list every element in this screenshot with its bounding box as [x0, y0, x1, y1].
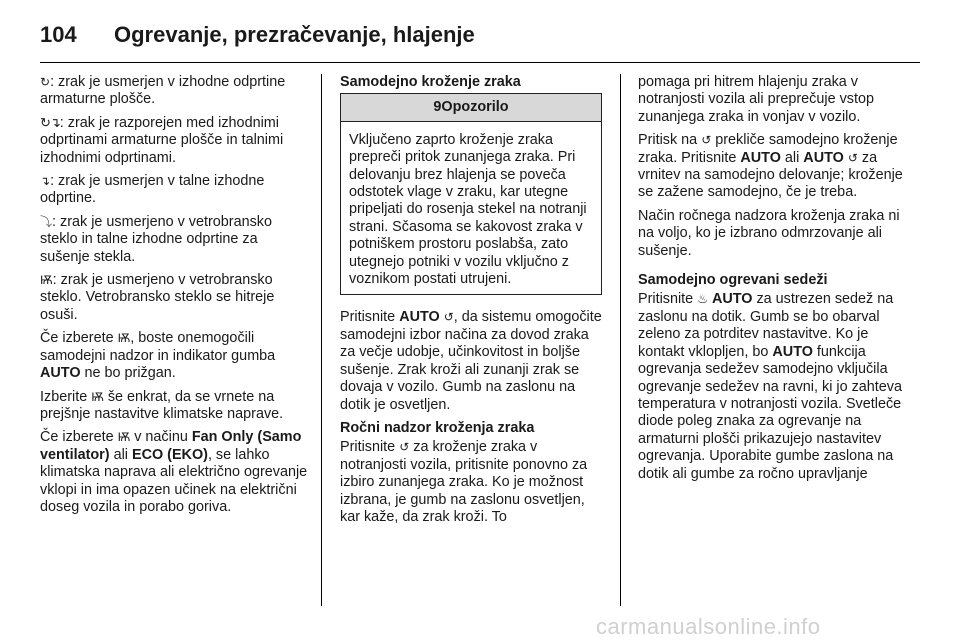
page-title: Ogrevanje, prezračevanje, hlajenje — [114, 22, 475, 47]
paragraph-floor: ↴: zrak je usmerjen v talne izhodne odprtine. — [40, 173, 265, 207]
air-upper-vents-icon: ↻ — [40, 75, 51, 89]
paragraph-defrost-again: Izberite Ѭ še enkrat, da se vrnete na prejšnje nastavitve klimatske naprave. — [40, 388, 284, 422]
warning-box — [340, 93, 602, 295]
defrost-icon: Ѭ — [91, 389, 104, 404]
paragraph-manual-recirc: Pritisnite ↺ za kroženje zraka v notranjosti vozila, pritisnite ponovno za izbiro zunanjega zraka. Ko je možnost izbrana, je gumb na zaslonu osvetljen, kar kaže, da zrak kroži. To — [340, 439, 588, 525]
column-divider-2 — [620, 74, 621, 606]
paragraph-auto-recirc: Pritisnite AUTO ↺, da sistemu omogočite samodejni izbor načina za dovod zraka za večje udobje, učinkovitost in boljše sušenje. Zrak kroži ali zunanji zrak se dovaja v vozilo. Gumb na zaslonu na dotik je osvetljen. — [340, 309, 602, 413]
section-heading-heated-seats: Samodejno ogrevani sedeži — [638, 272, 828, 289]
column-left — [40, 74, 308, 522]
page-number: 104 — [40, 22, 77, 47]
paragraph-recirc-benefit: pomaga pri hitrem hlajenju zraka v notranjosti vozila ali preprečuje vstop zunanjega zraka in vonjav v vozilo. — [638, 74, 874, 125]
paragraph-defrost-mode: Če izberete Ѭ v načinu Fan Only (Samo ventilator) ali ECO (EKO), se lahko klimatska naprava ali električno ogrevanje vklopi in ima opazen učinek na električni doseg vozila in porabo goriva. — [40, 429, 308, 515]
header-divider — [40, 62, 920, 63]
defrost-icon: Ѭ — [40, 273, 53, 288]
paragraph-heated-seats: Pritisnite ♨ AUTO za ustrezen sedež na zaslonu na dotik. Gumb se bo obarval zeleno za potrditev nastavitve. Ko je kontakt vklopljen, bo AUTO funkcija ogrevanja sedežev samodejno vključila ogrevanje sedežev na ravni, ki jo zahteva temperatura v notranjosti vozila. Svetleče diode poleg znaka za ogrevanje na armaturni plošči prikazujejo nastavitev ogrevanja. Uporabite gumbe zaslona na dotik ali gumbe za ročno upravljanje — [638, 291, 902, 482]
column-middle — [340, 74, 602, 532]
warning-text: Vključeno zaprto kroženje zraka prepreči pritok zunanjega zraka. Pri delovanju brez hlajenja se poveča odstotek vlage v zraku, kar utegne pripeljati do rosenja stekel na notranji strani. Sčasoma se kakovost zraka v potniškem prostoru poslabša, zato utegnejo potniki v vozilu vključno z voznikom postati utrujeni. — [349, 131, 587, 288]
recirculation-icon: ↺ — [847, 150, 858, 165]
column-divider-1 — [321, 74, 322, 606]
air-windscreen-floor-icon: ⤵ — [40, 214, 53, 229]
defrost-icon: Ѭ — [117, 331, 131, 346]
paragraph-defrost-select: Če izberete Ѭ, boste onemogočili samodejni nadzor in indikator gumba AUTO ne bo prižgan. — [40, 330, 276, 382]
recirculation-icon: ↺ — [399, 440, 410, 455]
paragraph-defrost: Ѭ: zrak je usmerjeno v vetrobransko steklo. Vetrobransko steklo se hitreje osuši. — [40, 272, 275, 323]
recirculation-icon: ↺ — [701, 133, 712, 148]
column-right — [638, 74, 910, 489]
air-floor-icon: ↴ — [40, 174, 51, 189]
section-heading-auto-recirculation: Samodejno kroženje zraka — [340, 74, 521, 90]
paragraph-upper-vents: ↻: zrak je usmerjen v izhodne odprtine armaturne plošče. — [40, 74, 286, 108]
paragraph-upper-and-floor: ↻↴: zrak je razporejen med izhodnimi odprtinami armaturne plošče in talnimi izhodnimi odprtinami. — [40, 114, 284, 166]
recirculation-icon: ↺ — [443, 310, 454, 325]
air-upper-and-floor-icon: ↻↴ — [40, 114, 60, 130]
seat-heat-icon: ♨ — [697, 292, 708, 307]
defrost-icon: Ѭ — [117, 430, 131, 445]
paragraph-manual-unavailable: Način ročnega nadzora kroženja zraka ni na voljo, ko je izbrano odmrzovanje ali sušenje. — [638, 207, 900, 259]
paragraph-recirc-cancel: Pritisk na ↺ prekliče samodejno kroženje zraka. Pritisnite AUTO ali AUTO ↺ za vrnitev na samodejno delovanje; kroženje se zažene samodejno, če je treba. — [638, 132, 903, 201]
page-header — [40, 22, 920, 52]
paragraph-windscreen-floor: ⤵: zrak je usmerjeno v vetrobransko steklo in talne izhodne odprtine za sušenje stekla. — [40, 213, 272, 265]
section-heading-manual-recirculation: Ročni nadzor kroženja zraka — [340, 419, 535, 436]
warning-title: 9Opozorilo — [341, 94, 601, 121]
watermark: carmanualsonline.info — [596, 614, 821, 639]
